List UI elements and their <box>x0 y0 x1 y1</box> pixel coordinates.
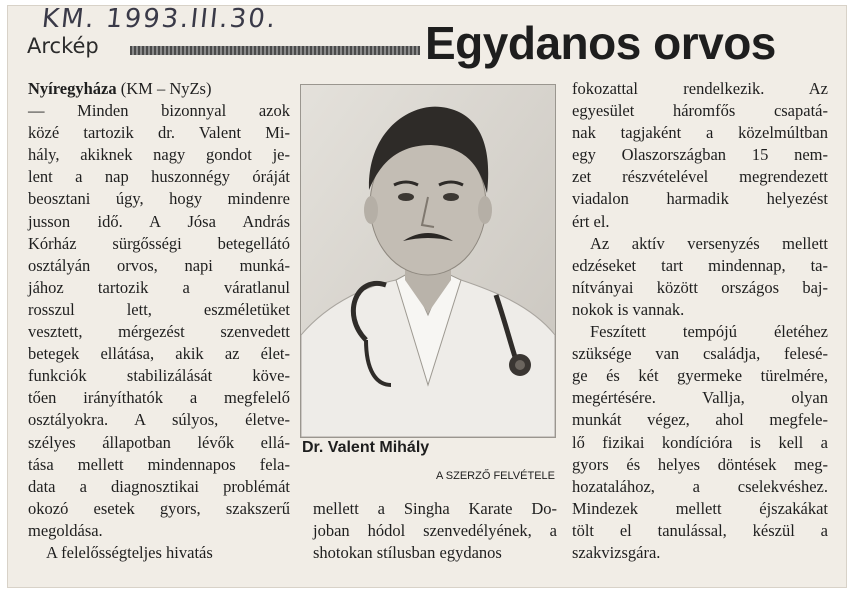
text-line: gyors és helyes döntések meg- <box>572 454 828 474</box>
text-line: rosszul lett, eszméletüket <box>28 299 290 319</box>
section-label: Arckép <box>27 34 99 58</box>
text-line: joban hódol szenvedélyének, a <box>313 521 557 541</box>
dateline: Nyíregyháza <box>28 79 117 98</box>
text-line: szakvizsgára. <box>572 542 661 562</box>
text-line: nak tagjaként a közelmúltban <box>572 123 828 143</box>
column-3-paragraph-1 <box>572 78 828 233</box>
text-line: megoldása. <box>28 520 103 540</box>
text-line: data a diagnosztikai problémát <box>28 476 290 496</box>
column-3-paragraph-3 <box>572 321 828 564</box>
text-line: shotokan stílusban egydanos <box>313 543 502 563</box>
text-line: edzéseket tart mindennap, ta- <box>572 255 828 275</box>
text-line: viadalon harmadik helyezést <box>572 189 828 209</box>
column-1-lines <box>28 100 290 542</box>
text-line: ért el. <box>572 211 610 231</box>
text-line: — Minden bizonnyal azok <box>28 101 290 121</box>
text-line: Az aktív versenyzés mellett <box>590 233 828 253</box>
text-line: Feszített tempójú életéhez <box>590 322 828 342</box>
text-line: okozó esetek gyors, szakszerű <box>28 498 290 518</box>
text-line: zet részvételével megrendezett <box>572 167 828 187</box>
dateline-source: (KM – NyZs) <box>116 79 212 98</box>
text-line: vesztett, mérgezést szenvedett <box>28 322 290 342</box>
column-3-paragraph-2 <box>572 233 828 321</box>
text-line: szüksége van családja, felesé- <box>572 344 828 364</box>
text-line: fokozattal rendelkezik. Az <box>572 79 828 98</box>
text-line: hozatalához, a cselekvéshez. <box>572 476 828 496</box>
header-rule <box>130 46 420 55</box>
text-line: beosztani úgy, hogy mindenre <box>28 189 290 209</box>
photo-caption: Dr. Valent Mihály <box>302 439 430 456</box>
photo-credit: A SZERZŐ FELVÉTELE <box>436 470 555 482</box>
portrait-illustration <box>301 85 555 437</box>
text-line: egyesület háromfős csapatá- <box>572 101 828 121</box>
text-line: funkciók stabilizálását köve- <box>28 366 290 386</box>
headline: Egydanos orvos <box>425 17 776 69</box>
article-column-3 <box>572 78 828 564</box>
article-column-2 <box>313 498 557 564</box>
text-line: közé tartozik dr. Valent Mi- <box>28 123 290 143</box>
handwritten-date-note: KM. 1993.III.30. <box>40 4 279 34</box>
text-line: Kórház sürgősségi betegellátó <box>28 233 290 253</box>
text-line: lő fizikai kondícióra is kell a <box>572 432 828 452</box>
text-line: egy Olaszországban 15 nem- <box>572 145 828 165</box>
text-line: osztályokra. A súlyos, életve- <box>28 410 290 430</box>
text-line: nokok is vannak. <box>572 299 685 319</box>
text-line: ge és két gyermeke türelmére, <box>572 366 828 386</box>
text-line: tása mellett mindennapos fela- <box>28 454 290 474</box>
text-line: hály, akiknek nagy gondot je- <box>28 145 290 165</box>
text-line: osztályán orvos, napi munká- <box>28 255 290 275</box>
text-line: megértésére. Vallja, olyan <box>572 388 828 408</box>
portrait-photo <box>300 84 556 438</box>
text-line: tölt el tanulással, készül a <box>572 520 828 540</box>
text-line: jusson idő. A Jósa András <box>28 211 290 231</box>
text-line: Mindezek mellett éjszakákat <box>572 498 828 518</box>
text-line: szélyes állapotban lévők ellá- <box>28 432 290 452</box>
column-1-last-paragraph: A felelősségteljes hivatás <box>46 542 213 562</box>
column-2-lines <box>313 498 557 564</box>
text-line: munkát végez, ahol megfele- <box>572 410 828 430</box>
text-line: mellett a Singha Karate Do- <box>313 499 557 518</box>
text-line: jához tartozik a váratlanul <box>28 277 290 297</box>
text-line: lent a nap huszonnégy óráját <box>28 167 290 187</box>
article-column-1 <box>28 78 290 564</box>
text-line: betegek ellátása, akik az élet- <box>28 344 290 364</box>
text-line: nítványai között országos baj- <box>572 277 828 297</box>
text-line: tően irányíthatók a megfelelő <box>28 388 290 408</box>
